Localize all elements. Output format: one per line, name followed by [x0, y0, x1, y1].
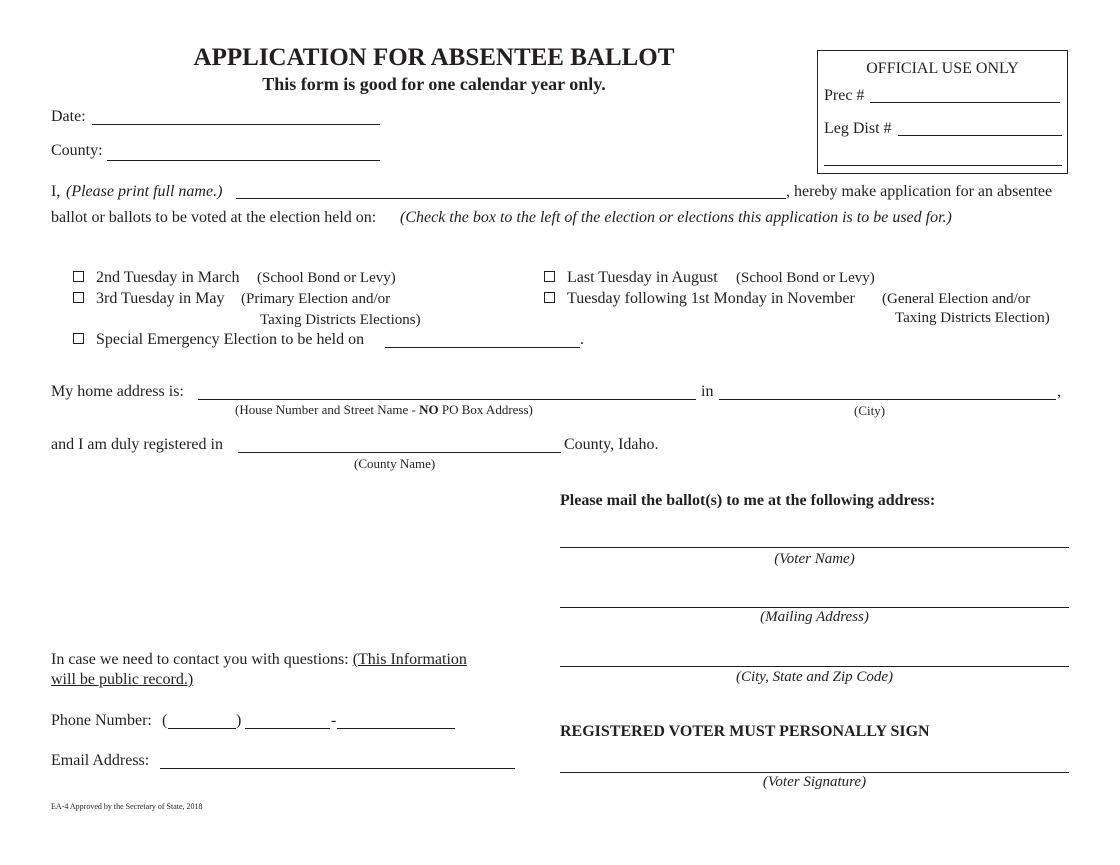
full-name-field[interactable]: [236, 198, 786, 199]
march-label: 2nd Tuesday in March: [96, 269, 240, 286]
mailing-address-field[interactable]: [560, 607, 1069, 608]
may-label: 3rd Tuesday in May: [96, 290, 225, 307]
mailing-address-hint: (Mailing Address): [760, 609, 869, 625]
email-field[interactable]: [160, 768, 515, 769]
signature-heading: REGISTERED VOTER MUST PERSONALLY SIGN: [560, 723, 930, 740]
registered-suffix: County, Idaho.: [564, 436, 659, 453]
special-date-field[interactable]: [385, 347, 580, 348]
phone-label: Phone Number:: [51, 712, 152, 729]
date-label: Date:: [51, 108, 86, 125]
voter-name-hint: (Voter Name): [774, 551, 855, 567]
august-note: (School Bond or Levy): [736, 270, 875, 286]
phone-area-code-field[interactable]: [168, 728, 236, 729]
footer-note: EA-4 Approved by the Secretary of State, 2018: [51, 802, 203, 811]
phone-dash: -: [331, 712, 337, 729]
voter-signature-hint: (Voter Signature): [762, 774, 867, 790]
special-checkbox[interactable]: [73, 333, 84, 344]
phone-line-field[interactable]: [337, 728, 455, 729]
march-note: (School Bond or Levy): [257, 270, 396, 286]
date-field[interactable]: [92, 124, 380, 125]
check-hint: (Check the box to the left of the election or elections this application is to be used for.): [400, 209, 952, 226]
phone-paren-close: ): [236, 712, 242, 729]
statement-line2: ballot or ballots to be voted at the election held on:: [51, 209, 377, 226]
home-address-label: My home address is:: [51, 383, 184, 400]
may-checkbox[interactable]: [73, 292, 84, 303]
march-checkbox[interactable]: [73, 271, 84, 282]
voter-name-field[interactable]: [560, 547, 1069, 548]
november-note-2: Taxing Districts Election): [895, 310, 1050, 326]
november-label: Tuesday following 1st Monday in November: [567, 290, 855, 307]
prec-field[interactable]: [870, 102, 1060, 103]
county-name-hint: (County Name): [354, 456, 436, 471]
special-label: Special Emergency Election to be held on: [96, 331, 365, 348]
statement-prefix: I,: [51, 183, 61, 200]
home-address-in: in: [701, 383, 714, 400]
official-extra-field[interactable]: [824, 165, 1062, 166]
august-checkbox[interactable]: [544, 271, 555, 282]
mail-heading: Please mail the ballot(s) to me at the following address:: [560, 492, 936, 509]
special-end: .: [580, 331, 584, 348]
may-note: (Primary Election and/or: [241, 291, 391, 307]
print-name-hint: (Please print full name.): [66, 183, 223, 200]
email-label: Email Address:: [51, 752, 150, 769]
home-city-field[interactable]: [719, 399, 1056, 400]
statement-suffix: , hereby make application for an absentee: [786, 183, 1053, 200]
registered-label: and I am duly registered in: [51, 436, 223, 453]
contact-intro: In case we need to contact you with questions: (This Information: [51, 651, 467, 668]
november-checkbox[interactable]: [544, 292, 555, 303]
public-record-note: will be public record.): [51, 671, 194, 688]
leg-dist-field[interactable]: [898, 135, 1062, 136]
home-address-field[interactable]: [198, 399, 696, 400]
county-label: County:: [51, 142, 103, 159]
city-state-zip-hint: (City, State and Zip Code): [735, 669, 894, 685]
home-address-comma: ,: [1057, 383, 1061, 400]
form-subtitle: This form is good for one calendar year only.: [262, 74, 606, 94]
prec-label: Prec #: [824, 87, 865, 104]
city-state-zip-field[interactable]: [560, 666, 1069, 667]
registered-county-field[interactable]: [238, 452, 561, 453]
august-label: Last Tuesday in August: [567, 269, 718, 286]
november-note: (General Election and/or: [882, 291, 1031, 307]
home-address-hint: (House Number and Street Name - NO PO Box Address): [235, 402, 533, 417]
voter-signature-field[interactable]: [560, 772, 1069, 773]
city-hint: (City): [854, 403, 886, 418]
county-field[interactable]: [107, 160, 380, 161]
may-note-2: Taxing Districts Elections): [260, 312, 421, 328]
form-title: APPLICATION FOR ABSENTEE BALLOT: [193, 44, 675, 71]
phone-paren-open: (: [162, 712, 168, 729]
leg-dist-label: Leg Dist #: [824, 120, 892, 137]
phone-prefix-field[interactable]: [245, 728, 330, 729]
official-use-heading: OFFICIAL USE ONLY: [866, 60, 1019, 77]
